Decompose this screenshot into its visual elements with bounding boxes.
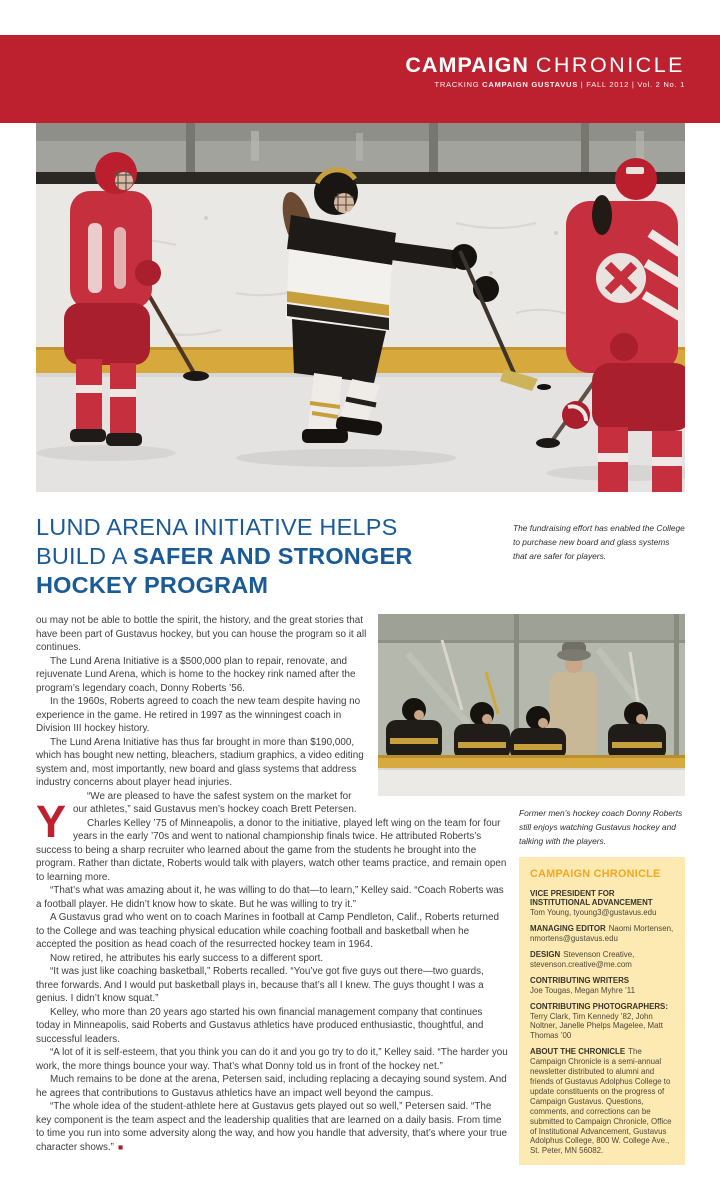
headline-line-2: BUILD A SAFER AND STRONGER (36, 543, 413, 569)
masthead-entry-text: Stevenson Creative, stevenson.creative@me.com (530, 950, 635, 969)
masthead-entry (530, 924, 674, 944)
bench-photo-caption: Former men’s hockey coach Donny Roberts still enjoys watching Gustavus hockey and talking with the players. (519, 808, 683, 846)
newsletter-tagline (0, 80, 685, 89)
main-photo (36, 123, 685, 492)
masthead-entry (530, 950, 674, 970)
body-paragraph: “It was just like coaching basketball,” Roberts recalled. “You’ve got five guys out there—two guards, three forwards. And I would put basketball plays in, because that’s all I knew. The guys thought I was a genius. I didn’t know squat.” (36, 966, 484, 1004)
end-mark: ■ (117, 1141, 124, 1152)
masthead-entry (530, 976, 674, 996)
tagline-prefix: TRACKING (434, 80, 483, 89)
masthead-entry (530, 889, 674, 919)
masthead-entry-text: Joe Tougas, Megan Myhre ’11 (530, 985, 635, 995)
body-paragraph: “That’s what was amazing about it, he was willing to do that—to learn,” Kelley said. “Coach Roberts was a football player. He didn’t know how to skate. But he was willing to try it.” (36, 885, 504, 910)
article-headline (36, 513, 506, 600)
masthead-entry-text: The Campaign Chronicle is a semi-annual newsletter distributed to alumni and friends of Gustavus Adolphus College to update constituents on the progress of Campaign Gustavus. Questions, comments, and corrections can be submitted to Campaign Chronicle, Office of Institutional Advancement, Gustavus Adolphus College, 800 W. College Ave., St. Peter, MN 56082. (530, 1047, 672, 1156)
newsletter-title-bold: CAMPAIGN (405, 53, 529, 77)
main-photo-caption: The fundraising effort has enabled the College to purchase new board and glass systems that are safer for players. (513, 523, 685, 561)
body-paragraph: In the 1960s, Roberts agreed to coach the new team despite having no experience in the game. He retired in 1997 as the winningest coach in Division III hockey history. (36, 696, 361, 734)
body-paragraph: The Lund Arena Initiative has thus far brought in more than $190,000, which has bought new netting, bleachers, stadium graphics, a video editing system and, most importantly, new board and glass systems that address industry concerns about player head injuries. (36, 736, 364, 788)
bench-photo-figure (378, 614, 685, 796)
article-body (36, 614, 685, 1154)
headline-line-3: HOCKEY PROGRAM (36, 572, 269, 598)
body-paragraph: Charles Kelley ’75 of Minneapolis, a donor to the initiative, played left wing on the team for four years in the early ’70s and went to national championship finals twice. He attributed Roberts’s success to being a sharp recruiter who learned about the game from the students he brought into the program. Rather than dictate, Roberts would talk with players, watch other teams practice, and remain open to learning more. (36, 817, 507, 883)
masthead-entry-label: CONTRIBUTING PHOTOGRAPHERS: (530, 1001, 668, 1011)
newsletter-title-light: CHRONICLE (535, 53, 685, 77)
body-paragraph: The Lund Arena Initiative is a $500,000 plan to repair, renovate, and rejuvenate Lund Arena, which is home to the hockey rink named after the program’s legendary coach, Donny Roberts ’56. (36, 655, 356, 694)
body-paragraph: A Gustavus grad who went on to coach Marines in football at Camp Pendleton, Calif., Roberts returned to the College and was teaching physical education while coaching football and basketball when he accepted the position as head coach of the resurrected hockey team in 1964. (36, 912, 500, 950)
body-paragraph: Much remains to be done at the arena, Petersen said, including replacing a decaying sound system. And he agrees that contributions to Gustavus athletics have an impact well beyond the campus. (36, 1074, 507, 1099)
masthead-entry-text: Naomi Mortensen, nmortens@gustavus.edu (530, 924, 674, 944)
lead-text: ou may not be able to bottle the spirit, the history, and the great stories that have been part of Gustavus hockey, but you can house the program so it all continues. (36, 615, 367, 653)
masthead-entry-text: Tom Young, tyoung3@gustavus.edu (530, 908, 657, 918)
dropcap: Y (36, 796, 67, 847)
masthead-entry-label: CONTRIBUTING WRITERS (530, 975, 630, 985)
masthead-box-title: CAMPAIGN CHRONICLE (530, 868, 661, 880)
masthead-entry-label: ABOUT THE CHRONICLE (530, 1047, 626, 1057)
body-paragraph: Now retired, he attributes his early success to a different sport. (50, 952, 324, 964)
masthead-entries (530, 889, 674, 1157)
masthead-entry-label: MANAGING EDITOR (530, 924, 606, 934)
masthead-box (519, 857, 685, 1165)
closing-text: “The whole idea of the student-athlete here at Gustavus gets played out so well,” Petersen said. “The key component is the team aspect and the leadership qualities that are learned on a daily basis. From time to time you run into some adversity along the way, and how you handle that adversity, that’s where your true character shows.” (36, 1101, 507, 1153)
headline-line-1: LUND ARENA INITIATIVE HELPS (36, 514, 398, 540)
caption-headline-row (36, 513, 685, 600)
tagline-campaign-name: CAMPAIGN GUSTAVUS (482, 80, 578, 89)
right-rail (519, 806, 685, 1165)
masthead-entry-text: Terry Clark, Tim Kennedy ’82, John Noltner, Janelle Phelps Magelee, Matt Thomas ’00 (530, 1011, 663, 1041)
masthead-entry (530, 1002, 674, 1042)
masthead-entry-label: VICE PRESIDENT FOR INSTITUTIONAL ADVANCEMENT (530, 888, 653, 908)
masthead-entry (530, 1047, 674, 1156)
body-paragraph: “We are pleased to have the safest system on the market for our athletes,” said Gustavus men’s hockey coach Brett Petersen. (73, 790, 357, 815)
tagline-issue-info: | FALL 2012 | Vol. 2 No. 1 (578, 80, 685, 89)
bench-photo (378, 614, 685, 796)
newsletter-title (0, 53, 685, 77)
banner (0, 35, 720, 123)
body-paragraph: “A lot of it is self-esteem, that you think you can do it and you go try to do it,” Kelley said. “The harder you work, the more things bounce your way. That’s what Donny told us in front of the hockey net.” (36, 1047, 508, 1072)
body-paragraph: Kelley, who more than 20 years ago started his own financial management company that continues today in Minneapolis, said Roberts and Gustavus athletics have produced enthusiastic, thoughtful, and successful leaders. (36, 1006, 484, 1045)
masthead-entry-label: DESIGN (530, 950, 561, 960)
